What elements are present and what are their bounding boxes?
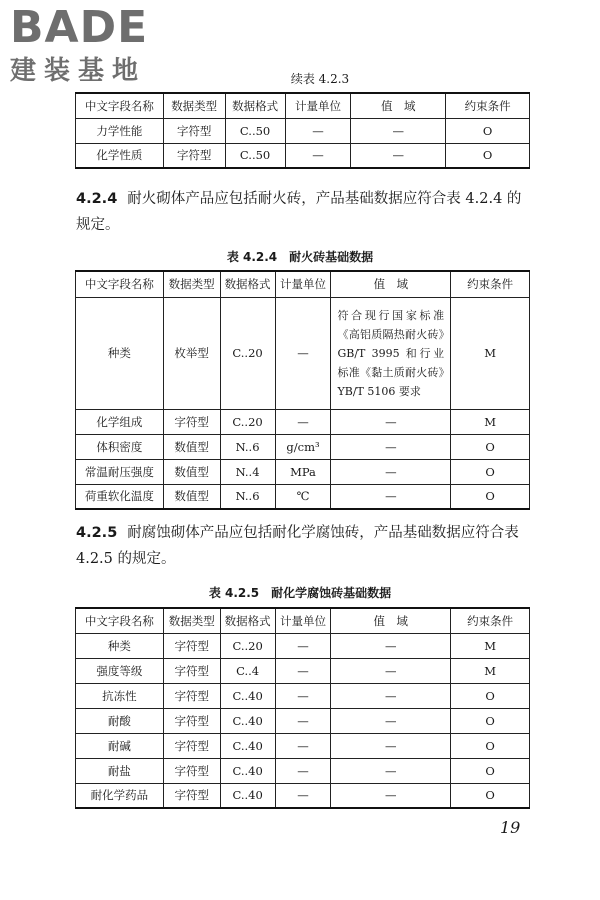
table-cell: — (275, 708, 331, 733)
table-cell: — (331, 758, 451, 783)
table-cell: — (275, 633, 331, 658)
table-cell: 字符型 (163, 783, 220, 808)
table-row (76, 708, 530, 733)
table-cell: N..4 (220, 459, 275, 484)
header-cell: 数据格式 (225, 93, 285, 118)
logo-latin: BADE (10, 2, 149, 53)
table-cell: — (275, 409, 331, 434)
table-cell: M (451, 658, 530, 683)
table-cell: — (275, 783, 331, 808)
table-cell: 强度等级 (76, 658, 164, 683)
header-cell: 约束条件 (451, 271, 530, 297)
table-cell: — (331, 434, 451, 459)
table-cell: — (275, 297, 331, 409)
table-cell: 枚举型 (163, 297, 220, 409)
table-header-row (76, 608, 530, 633)
table-cell: — (331, 708, 451, 733)
table-cell: — (331, 409, 451, 434)
header-cell: 中文字段名称 (76, 271, 164, 297)
table-cell: 字符型 (163, 658, 220, 683)
table-cell: — (331, 633, 451, 658)
table-cell: C..4 (220, 658, 275, 683)
table-header-row (76, 93, 530, 118)
table-cell: O (446, 118, 530, 143)
clause-number: 4.2.4 (76, 191, 118, 207)
table-cell: — (351, 118, 446, 143)
table-cell: — (275, 658, 331, 683)
table-cell: — (331, 484, 451, 509)
table-cell: 字符型 (163, 708, 220, 733)
table-cell: C..20 (220, 409, 275, 434)
table-cell: C..50 (225, 143, 285, 168)
table-cell: 字符型 (163, 758, 220, 783)
table-header-row (76, 271, 530, 297)
table-cell: ℃ (275, 484, 331, 509)
table-cell: O (451, 459, 530, 484)
table-cell: N..6 (220, 434, 275, 459)
table-cell: 种类 (76, 297, 164, 409)
table-cell: C..40 (220, 733, 275, 758)
table-cell: — (285, 118, 351, 143)
table-cell: 化学组成 (76, 409, 164, 434)
table-cell: 荷重软化温度 (76, 484, 164, 509)
table-423-caption: 续表 4.2.3 (290, 72, 350, 86)
table-cell: M (451, 409, 530, 434)
table-cell: 耐化学药品 (76, 783, 164, 808)
table-cell: C..40 (220, 683, 275, 708)
header-cell: 数据类型 (163, 608, 220, 633)
table-cell: 数值型 (163, 434, 220, 459)
table-row (76, 143, 530, 168)
header-cell: 数据类型 (163, 271, 220, 297)
table-cell: 抗冻性 (76, 683, 164, 708)
table-424-caption: 表 4.2.4 耐火砖基础数据 (226, 250, 374, 264)
table-cell: 字符型 (163, 409, 220, 434)
header-cell: 计量单位 (275, 608, 331, 633)
table-cell: M (451, 633, 530, 658)
table-cell: C..40 (220, 783, 275, 808)
table-row (76, 118, 530, 143)
header-cell: 数据类型 (163, 93, 225, 118)
table-cell: C..20 (220, 633, 275, 658)
clause-text: 耐腐蚀砌体产品应包括耐化学腐蚀砖，产品基础数据应符合表 4.2.5 的规定。 (76, 525, 519, 567)
table-cell: C..50 (225, 118, 285, 143)
table-cell: 种类 (76, 633, 164, 658)
table-425 (75, 607, 530, 809)
header-cell: 数据格式 (220, 608, 275, 633)
header-cell: 值 域 (351, 93, 446, 118)
table-cell: 符合现行国家标准《高铝质隔热耐火砖》GB/T 3995 和行业标准《黏土质耐火砖》YB/T 5106 要求 (331, 297, 451, 409)
table-cell: — (275, 733, 331, 758)
clause-text: 耐火砌体产品应包括耐火砖，产品基础数据应符合表 4.2.4 的规定。 (76, 191, 522, 233)
header-cell: 约束条件 (451, 608, 530, 633)
table-row (76, 434, 530, 459)
table-row (76, 297, 530, 409)
clause-number: 4.2.5 (76, 525, 118, 541)
table-row (76, 409, 530, 434)
table-cell: 化学性质 (76, 143, 164, 168)
table-row (76, 783, 530, 808)
table-cell: C..40 (220, 708, 275, 733)
table-cell: 字符型 (163, 633, 220, 658)
page-number: 19 (500, 818, 521, 837)
header-cell: 约束条件 (446, 93, 530, 118)
table-row (76, 733, 530, 758)
table-cell: 字符型 (163, 143, 225, 168)
header-cell: 计量单位 (285, 93, 351, 118)
table-cell: M (451, 297, 530, 409)
table-cell: 数值型 (163, 459, 220, 484)
table-425-caption: 表 4.2.5 耐化学腐蚀砖基础数据 (208, 586, 392, 600)
table-cell: MPa (275, 459, 331, 484)
table-cell: — (285, 143, 351, 168)
table-cell: 数值型 (163, 484, 220, 509)
table-cell: 耐盐 (76, 758, 164, 783)
table-cell: O (451, 484, 530, 509)
table-cell: 耐酸 (76, 708, 164, 733)
table-row (76, 459, 530, 484)
table-cell: 耐碱 (76, 733, 164, 758)
header-cell: 值 域 (331, 608, 451, 633)
header-cell: 数据格式 (220, 271, 275, 297)
header-cell: 中文字段名称 (76, 93, 164, 118)
table-cell: C..20 (220, 297, 275, 409)
table-cell: g/cm³ (275, 434, 331, 459)
table-cell: — (351, 143, 446, 168)
table-cell: — (331, 683, 451, 708)
table-cell: — (331, 459, 451, 484)
logo-chinese: 建装基地 (10, 56, 147, 86)
table-cell: — (331, 658, 451, 683)
table-cell: O (451, 683, 530, 708)
table-cell: 字符型 (163, 118, 225, 143)
table-cell: — (275, 758, 331, 783)
table-cell: — (331, 783, 451, 808)
table-423 (75, 92, 530, 169)
table-row (76, 758, 530, 783)
table-row (76, 633, 530, 658)
table-cell: O (446, 143, 530, 168)
table-cell: — (331, 733, 451, 758)
table-cell: O (451, 708, 530, 733)
table-cell: 常温耐压强度 (76, 459, 164, 484)
header-cell: 值 域 (331, 271, 451, 297)
table-cell: 体积密度 (76, 434, 164, 459)
header-cell: 中文字段名称 (76, 608, 164, 633)
table-cell: — (275, 683, 331, 708)
table-cell: O (451, 783, 530, 808)
table-424 (75, 270, 530, 510)
table-cell: N..6 (220, 484, 275, 509)
paragraph-4-2-4 (76, 186, 532, 238)
table-row (76, 683, 530, 708)
table-cell: 字符型 (163, 683, 220, 708)
paragraph-4-2-5 (76, 520, 532, 572)
table-row (76, 658, 530, 683)
header-cell: 计量单位 (275, 271, 331, 297)
table-cell: C..40 (220, 758, 275, 783)
table-row (76, 484, 530, 509)
table-cell: 字符型 (163, 733, 220, 758)
table-cell: O (451, 733, 530, 758)
table-cell: O (451, 434, 530, 459)
table-cell: 力学性能 (76, 118, 164, 143)
table-cell: O (451, 758, 530, 783)
